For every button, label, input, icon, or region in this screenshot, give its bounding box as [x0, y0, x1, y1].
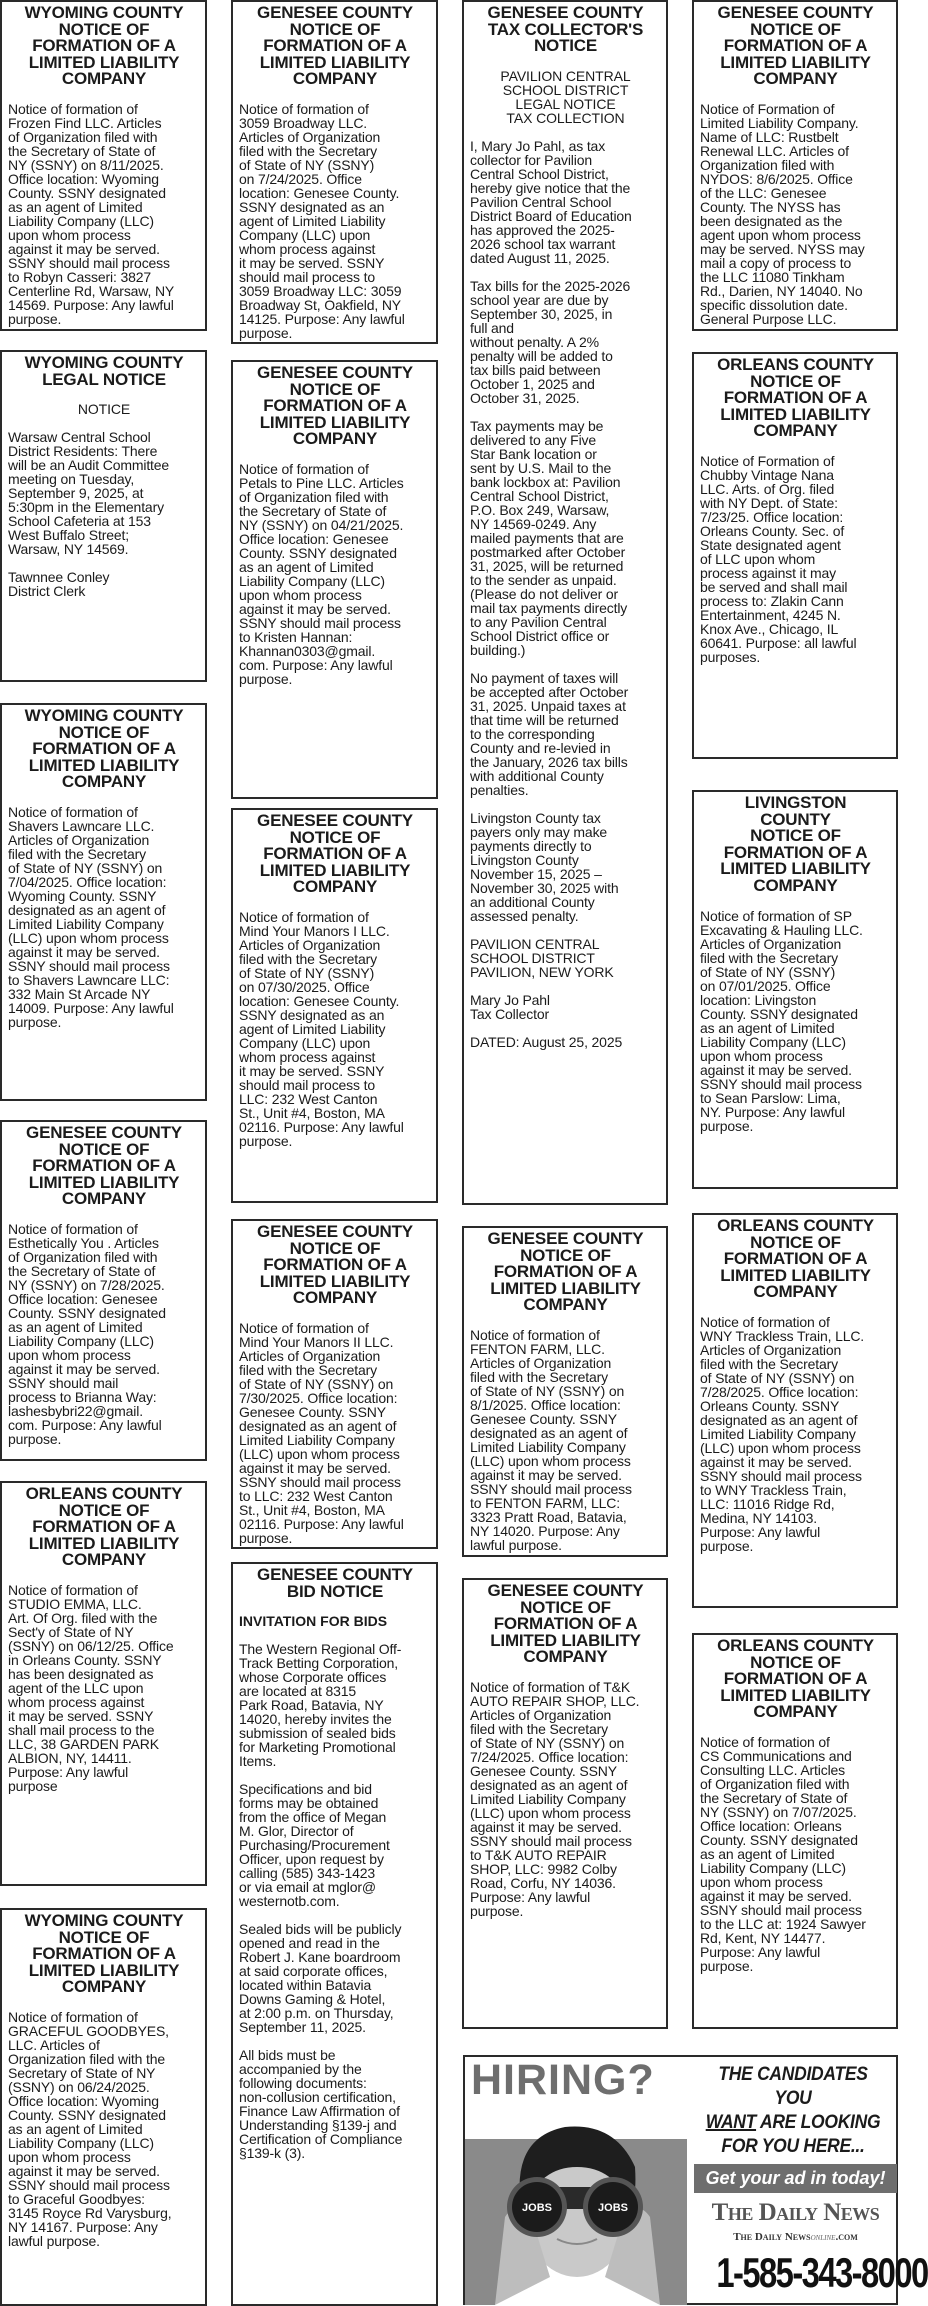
notice-title: ORLEANS COUNTY NOTICE OF FORMATION OF A LIMITED LIABILITY COMPANY — [25, 1484, 183, 1570]
notice-paragraph: Notice of formation of Shavers Lawncare LLC. Articles of Organization filed with the Secretary of State of NY (SSNY) on 7/04/2025. Office location: Wyoming County. SSNY designated as an agent of Limited Liability Company (LLC) upon whom process against it may be served. SSNY should mail process to Shavers Lawncare LLC: 332 Main St Arcade NY 14009. Purpose: Any lawful purpose. — [8, 803, 174, 1030]
notice-subtitle: NOTICE — [77, 401, 131, 418]
hiring-advertisement[interactable] — [463, 2055, 928, 2305]
binocular-left-lens — [507, 2177, 567, 2237]
notice-paragraph: No payment of taxes will be accepted after October 31, 2025. Unpaid taxes at that time will be returned to the corresponding County and re-levied in the January, 2026 tax bills with additional County penalties. — [470, 669, 629, 798]
notice-paragraph: Tax bills for the 2025-2026 school year are due by September 30, 2025, in full and without penalty. A 2% penalty will be added to tax bills paid between October 1, 2025 and October 31, 2025. — [470, 277, 631, 406]
ad-tagline-line-2: ARE LOOKING — [756, 2112, 881, 2133]
notice-paragraph: All bids must be accompanied by the following documents: non-collusion certification, Finance Law Affirmation of Understanding §139-j and Certification of Compliance §139-k (3). — [239, 2047, 403, 2162]
notice-paragraph: Notice of formation of Mind Your Manors I LLC. Articles of Organization filed with the Secretary of State of NY (SSNY) on 07/30/2025. Office location: Genesee County. SSNY designated as an agent of Limited Liability Company (LLC) upon whom process against it may be served. SSNY should mail process to LLC: 232 West Canton St., Unit #4, Boston, MA 02116. Purpose: Any lawful purpose. — [239, 908, 404, 1149]
notice-paragraph: DATED: August 25, 2025 — [470, 1033, 623, 1050]
legal-notice — [231, 0, 438, 344]
notice-paragraph: Sealed bids will be publicly opened and read in the Robert J. Kane boardroom at said corporate offices, located within Batavia Downs Gaming & Hotel, at 2:00 p.m. on Thursday, September 11, 2025. — [239, 1921, 402, 2036]
notice-title: GENESEE COUNTY NOTICE OF FORMATION OF A LIMITED LIABILITY COMPANY — [257, 1222, 413, 1308]
notice-paragraph: Notice of Formation of Chubby Vintage Nana LLC. Arts. of Org. filed with NY Dept. of State: 7/23/25. Office location: Orleans County. Sec. of State designated agent of LLC upon whom process against it may be served and shall mail process to: Zlakin Cann Entertainment, 4245 N. Knox Ave., Chicago, IL 60641. Purpose: all lawful purposes. — [700, 452, 857, 665]
legal-notice — [0, 1120, 207, 1461]
site-name: The Daily News — [733, 2231, 811, 2243]
site-tld: .com — [835, 2231, 858, 2243]
binocular-right-lens — [583, 2177, 643, 2237]
notice-paragraph: Notice of formation of CS Communications and Consulting LLC. Articles of Organization filed with the Secretary of State of NY (SSNY) on 7/07/2025. Office location: Orleans County. SSNY designated as an agent of Limited Liability Company (LLC) upon whom process against it may be served. SSNY should mail process to the LLC at: 1924 Sawyer Rd, Kent, NY 14477. Purpose: Any lawful purpose. — [700, 1733, 866, 1974]
notice-paragraph: PAVILION CENTRAL SCHOOL DISTRICT PAVILION, NEW YORK — [470, 935, 614, 980]
notice-lead: INVITATION FOR BIDS — [239, 1613, 388, 1630]
notice-title: GENESEE COUNTY NOTICE OF FORMATION OF A LIMITED LIABILITY COMPANY — [487, 1581, 644, 1667]
notice-title: GENESEE COUNTY NOTICE OF FORMATION OF A LIMITED LIABILITY COMPANY — [257, 811, 413, 897]
notice-paragraph: I, Mary Jo Pahl, as tax collector for Pavilion Central School District, hereby give notice that the Pavilion Central School District Board of Education has approved the 2025- 2026 school tax warrant dated August 11, 2025. — [470, 137, 632, 266]
notice-title: ORLEANS COUNTY NOTICE OF FORMATION OF A LIMITED LIABILITY COMPANY — [717, 355, 874, 441]
legal-notice — [692, 352, 898, 759]
notice-paragraph: Notice of formation of Frozen Find LLC. Articles of Organization filed with the Secretary of State of NY (SSNY) on 8/11/2025. Office location: Wyoming County. SSNY designated as an agent of Limited Liability Company (LLC) upon whom process against it may be served. SSNY should mail process to Robyn Casseri: 3827 Centerline Rd, Warsaw, NY 14569. Purpose: Any lawful purpose. — [8, 100, 175, 327]
legal-notice — [0, 0, 207, 331]
legal-notice — [692, 0, 898, 331]
legal-notice — [0, 350, 207, 682]
notice-title: WYOMING COUNTY NOTICE OF FORMATION OF A LIMITED LIABILITY COMPANY — [24, 1911, 184, 1997]
daily-news-logo: The Daily News — [711, 2199, 880, 2226]
notice-title: GENESEE COUNTY NOTICE OF FORMATION OF A LIMITED LIABILITY COMPANY — [717, 3, 874, 89]
notice-title: GENESEE COUNTY NOTICE OF FORMATION OF A LIMITED LIABILITY COMPANY — [257, 3, 413, 89]
legal-notice — [231, 1219, 438, 1549]
notice-title: GENESEE COUNTY NOTICE OF FORMATION OF A LIMITED LIABILITY COMPANY — [257, 363, 413, 449]
binocular-left-label: JOBS — [522, 2202, 552, 2214]
notice-paragraph: Warsaw Central School District Residents: There will be an Audit Committee meeting on Tuesday, September 9, 2025, at 5:30pm in the Elementary School Cafeteria at 153 West Buffalo Street; Warsaw, NY 14569. — [8, 429, 170, 558]
legal-notice — [231, 1562, 438, 2306]
notice-title: WYOMING COUNTY NOTICE OF FORMATION OF A LIMITED LIABILITY COMPANY — [24, 706, 184, 792]
notice-paragraph: The Western Regional Off- Track Betting Corporation, whose Corporate offices are located at 8315 Park Road, Batavia, NY 14020, hereby invites the submission of sealed bids for Marketing Promotional Items. — [239, 1641, 402, 1770]
ad-hiring-headline: HIRING? — [471, 2056, 655, 2104]
notice-title: WYOMING COUNTY NOTICE OF FORMATION OF A LIMITED LIABILITY COMPANY — [24, 3, 184, 89]
daily-news-website[interactable] — [694, 2230, 897, 2245]
notice-paragraph: Notice of formation of T&K AUTO REPAIR SHOP, LLC. Articles of Organization filed with the Secretary of State of NY (SSNY) on 7/24/2025. Office location: Genesee County. SSNY designated as an agent of Limited Liability Company (LLC) upon whom process against it may be served. SSNY should mail process to T&K AUTO REPAIR SHOP, LLC: 9982 Colby Road, Corfu, NY 14036. Purpose: Any lawful purpose. — [470, 1678, 640, 1919]
notice-paragraph: Notice of formation of Mind Your Manors II LLC. Articles of Organization filed with the Secretary of State of NY (SSNY) on 7/30/2025. Office location: Genesee County. SSNY designated as an agent of Limited Liability Company (LLC) upon whom process against it may be served. SSNY should mail process to LLC: 232 West Canton St., Unit #4, Boston, MA 02116. Purpose: Any lawful purpose. — [239, 1319, 404, 1546]
ad-tagline-line-1: THE CANDIDATES YOU — [718, 2064, 868, 2109]
notice-paragraph: Specifications and bid forms may be obtained from the office of Megan M. Glor, Director of Purchasing/Procurement Officer, upon request by calling (585) 343-1423 or via email at mglor@ westernotb.com. — [239, 1781, 390, 1910]
notice-paragraph: Notice of formation of Esthetically You . Articles of Organization filed with the Secretary of State of NY (SSNY) on 7/28/2025. Office location: Genesee County. SSNY designated as an agent of Limited Liability Company (LLC) upon whom process against it may be served. SSNY should mail process to Brianna Way: lashesbybri22@gmail. com. Purpose: Any lawful purpose. — [8, 1220, 166, 1447]
notice-title: GENESEE COUNTY TAX COLLECTOR'S NOTICE — [487, 3, 644, 56]
notice-paragraph: Notice of formation of 3059 Broadway LLC. Articles of Organization filed with the Secretary of State of NY (SSNY) on 7/24/2025. Office location: Genesee County. SSNY designated as an agent of Limited Liability Company (LLC) upon whom process against it may be served. SSNY should mail process to 3059 Broadway LLC: 3059 Broadway St, Oakfield, NY 14125. Purpose: Any lawful purpose. — [239, 100, 405, 341]
legal-notice — [692, 790, 898, 1189]
ad-tagline-line-3: FOR YOU HERE... — [721, 2136, 865, 2157]
notice-paragraph: Notice of formation of FENTON FARM, LLC. Articles of Organization filed with the Secretary of State of NY (SSNY) on 8/1/2025. Office location: Genesee County. SSNY designated as an agent of Limited Liability Company (LLC) upon whom process against it may be served. SSNY should mail process to FENTON FARM, LLC: 3323 Pratt Road, Batavia, NY 14020. Purpose: Any lawful purpose. — [470, 1326, 632, 1553]
legal-notice — [0, 1908, 207, 2306]
ad-phone-number[interactable]: 1-585-343-8000 — [716, 2249, 928, 2296]
ad-tagline — [701, 2063, 885, 2159]
site-online: online — [810, 2232, 836, 2243]
binocular-right-label: JOBS — [598, 2202, 628, 2214]
notice-title: ORLEANS COUNTY NOTICE OF FORMATION OF A LIMITED LIABILITY COMPANY — [717, 1216, 874, 1302]
notice-title: ORLEANS COUNTY NOTICE OF FORMATION OF A LIMITED LIABILITY COMPANY — [717, 1636, 874, 1722]
binoculars-illustration — [465, 2127, 687, 2305]
legal-notice — [0, 1481, 207, 1886]
notice-paragraph: Tawnnee Conley District Clerk — [8, 569, 110, 600]
legal-notice — [0, 703, 207, 1101]
legal-notice — [692, 1213, 898, 1608]
notice-paragraph: Notice of formation of SP Excavating & Hauling LLC. Articles of Organization filed with the Secretary of State of NY (SSNY) on 07/01/2025. Office location: Livingston County. SSNY designated as an agent of Limited Liability Company (LLC) upon whom process against it may be served. SSNY should mail process to Sean Parslow: Lima, NY. Purpose: Any lawful purpose. — [700, 907, 863, 1134]
notice-paragraph: Livingston County tax payers only may make payments directly to Livingston County November 15, 2025 – November 30, 2025 with an additional County assessed penalty. — [470, 809, 619, 924]
notice-title: GENESEE COUNTY NOTICE OF FORMATION OF A LIMITED LIABILITY COMPANY — [26, 1123, 182, 1209]
ad-cta-banner[interactable]: Get your ad in today! — [694, 2164, 897, 2193]
ad-tagline-want: WANT — [705, 2112, 757, 2133]
notice-paragraph: Notice of formation of STUDIO EMMA, LLC. Art. Of Org. filed with the Sect'y of State of NY (SSNY) on 06/12/25. Office in Orleans County. SSNY has been designated as agent of the LLC upon whom process against it may be served. SSNY shall mail process to the LLC, 38 GARDEN PARK ALBION, NY, 14411. Purpose: Any lawful purpose — [8, 1581, 174, 1794]
legal-notice — [462, 0, 668, 1205]
notice-title: LIVINGSTON COUNTY NOTICE OF FORMATION OF A LIMITED LIABILITY COMPANY — [720, 793, 871, 895]
notice-paragraph: Tax payments may be delivered to any Five Star Bank location or sent by U.S. Mail to the bank lockbox at: Pavilion Central School District, P.O. Box 249, Warsaw, NY 14569-0249. Any mailed payments that are postmarked after October 31, 2025, will be returned to the sender as unpaid. (Please do not deliver or mail tax payments directly to any Pavilion Central School District office or building.) — [470, 417, 628, 658]
notice-title: GENESEE COUNTY NOTICE OF FORMATION OF A LIMITED LIABILITY COMPANY — [487, 1229, 644, 1315]
legal-notice — [462, 1578, 668, 2029]
notice-subtitle: PAVILION CENTRAL SCHOOL DISTRICT LEGAL NOTICE TAX COLLECTION — [500, 67, 631, 126]
notice-paragraph: Notice of Formation of Limited Liability Company. Name of LLC: Rustbelt Renewal LLC. Articles of Organization filed with NYDOS: 8/6/2025. Office of the LLC: Genesee County. The NYSS has been designated as the agent upon whom process may be served. NYSS may mail a copy of process to the LLC 11080 Tinkham Rd., Darien, NY 14040. No specific dissolution date. General Purpose LLC. — [700, 100, 865, 327]
legal-notice — [231, 360, 438, 799]
notice-title: GENESEE COUNTY BID NOTICE — [257, 1565, 413, 1601]
legal-notice — [692, 1633, 898, 2029]
notice-paragraph: Mary Jo Pahl Tax Collector — [470, 991, 550, 1022]
legal-notice — [462, 1226, 668, 1557]
notice-paragraph: Notice of formation of WNY Trackless Train, LLC. Articles of Organization filed with the Secretary of State of NY (SSNY) on 7/28/2025. Office location: Orleans County. SSNY designated as an agent of Limited Liability Company (LLC) upon whom process against it may be served. SSNY should mail process to WNY Trackless Train, LLC: 11016 Ridge Rd, Medina, NY 14103. Purpose: Any lawful purpose. — [700, 1313, 865, 1554]
legal-notice — [231, 808, 438, 1203]
notice-paragraph: Notice of formation of Petals to Pine LLC. Articles of Organization filed with the Secretary of State of NY (SSNY) on 04/21/2025. Office location: Genesee County. SSNY designated as an agent of Limited Liability Company (LLC) upon whom process against it may be served. SSNY should mail process to Kristen Hannan: Khannan0303@gmail. com. Purpose: Any lawful purpose. — [239, 460, 404, 687]
notice-paragraph: Notice of formation of GRACEFUL GOODBYES, LLC. Articles of Organization filed with the Secretary of State of NY (SSNY) on 06/24/2025. Office location: Wyoming County. SSNY designated as an agent of Limited Liability Company (LLC) upon whom process against it may be served. SSNY should mail process to Graceful Goodbyes: 3145 Royce Rd Varysburg, NY 14167. Purpose: Any lawful purpose. — [8, 2008, 172, 2249]
notice-title: WYOMING COUNTY LEGAL NOTICE — [24, 353, 184, 389]
